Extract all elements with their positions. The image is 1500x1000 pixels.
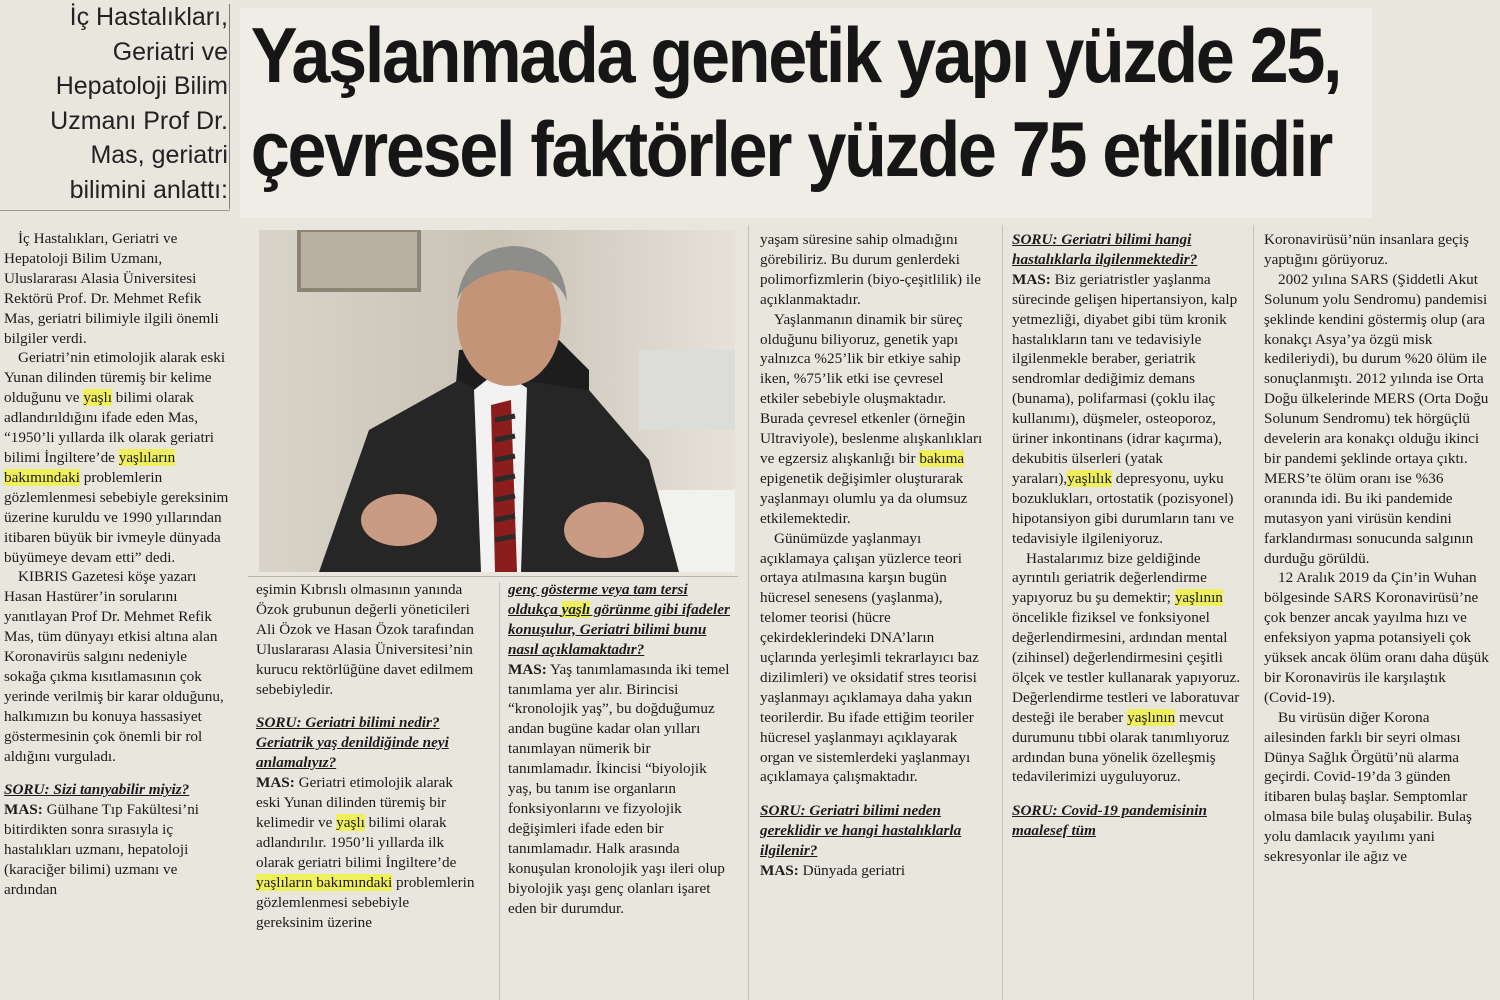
question-text: SORU: Sizi tanıyabilir miyiz?	[4, 781, 190, 799]
article-column-6	[1264, 230, 1492, 1000]
question-text: genç gösterme veya tam tersi oldukça	[508, 581, 688, 618]
text-run: depresyonu, uyku bozuklukları, ortostatik (pozisyonel) hipotansiyon gibi durumların tanı ve tedavisiyle ilgileniyoruz.	[1012, 469, 1234, 547]
text-run: 2002 yılına SARS (Şiddetli Akut Solunum yolu Sendromu) pandemisi şeklinde kendini göstermiş olup (ara konakçı Asya’ya özgü misk kedileriydi), bu durum %20 ölüm ile sonuçlanmıştı. 2012 yılında ise Orta Doğu ülkelerinde MERS (Orta Doğu Solunum Sendromu) tek hörgüçlü develerin ara konakçı olduğu ikinci bir pandemi şeklinde ortaya çıktı. MERS’te ölüm oranı ise %36 oranında idi. Bu iki pandemide mutasyon yani virüsün kendini farklandırması sonucunda salgının durduğu görüldü.	[1264, 270, 1489, 567]
text-run: Dünyada geriatri	[798, 862, 906, 880]
article-paragraph	[256, 713, 478, 773]
column-divider	[1002, 225, 1003, 1000]
deck-line: bilimini anlattı:	[69, 175, 228, 204]
question-text: SORU: Geriatri bilimi nedir? Geriatrik yaş denildiğinde neyi anlamalıyız?	[256, 714, 449, 772]
portrait-image	[259, 230, 735, 572]
text-run: Biz geriatristler yaşlanma sürecinde gelişen hipertansiyon, kalp yetmezliği, diyabet gibi tüm kronik hastalıkların tanı ve tedavisiyle ilgilenmekle beraber, geriatrik sendromlar dediğimiz demans (bunama), polifarmasi (çoklu ilaç kullanımı), düşmeler, osteoporoz, üriner inkontinans (idrar kaçırma), dekubitis ülserleri (yatak yaraları),	[1012, 270, 1238, 487]
speaker-label: MAS:	[508, 660, 547, 678]
paragraph-spacer	[760, 787, 986, 801]
article-column-4	[760, 230, 986, 1000]
text-run: Gülhane Tıp Fakültesi’ni bitirdikten sonra sırasıyla iç hastalıkları uzmanı, hepatoloji (karaciğer bilimi) uzmanı ve ardından	[4, 801, 200, 898]
text-run: Bu virüsün diğer Korona ailesinden farklı bir seyri olması Dünya Sağlık Örgütü’nü alarma geçirdi. Covid-19’da 3 günden itibaren bulaş başlar. Semptomlar olmasa bile bulaş oluşabilir. Bulaş yolu damlacık yayılımı yani sekresyonlar ile ağız ve	[1264, 708, 1472, 866]
article-paragraph	[1012, 549, 1242, 788]
text-run: 12 Aralık 2019 da Çin’in Wuhan bölgesinde SARS Koronavirüsü’ne çok benzer ancak yayılma hızı ve enfeksiyon yapma potansiyeli çok yüksek ancak ölüm oranı daha düşük bir Koronavirüs ile karşılaştık (Covid-19).	[1264, 569, 1489, 706]
paragraph-spacer	[4, 766, 229, 780]
text-run: Yaş tanımlamasında iki temel tanımlama yer alır. Birincisi “kronolojik yaş”, bu doğduğumuz andan bugüne kadar olan yılları tanımlayan nümerik bir tanımlamadır. İkincisi “biyolojik yaş, bu tanım ise organların fonksiyonlarını ve fizyolojik değişimleri ifade eden bir tanımlamadır. Halk arasında konuşulan kronolojik yaşı ileri olup biyolojik yaşı genç olanları işaret eden bir durumdur.	[508, 660, 730, 917]
article-paragraph	[1264, 230, 1492, 270]
article-paragraph	[1012, 270, 1242, 549]
highlighted-term: yaşlının	[1127, 708, 1176, 726]
speaker-label: MAS:	[256, 774, 295, 792]
column-divider	[1253, 225, 1254, 1000]
article-paragraph	[256, 773, 478, 932]
highlighted-term: yaşlı	[83, 389, 112, 407]
article-paragraph	[1012, 801, 1242, 841]
text-run: Koronavirüsü’nün insanlara geçiş yaptığını görüyoruz.	[1264, 231, 1469, 268]
deck-divider	[229, 4, 230, 209]
text-run: Geriatri’nin etimolojik alarak eski Yunan dilinden türemiş bir kelime olduğunu ve	[4, 349, 226, 407]
article-paragraph	[508, 580, 734, 660]
article-paragraph	[4, 780, 229, 800]
text-run: problemlerin gözlemlenmesi sebebiyle gereksinim üzerine	[256, 873, 475, 931]
article-paragraph	[1264, 568, 1492, 707]
column-divider	[748, 225, 749, 1000]
article-column-2	[256, 580, 478, 1000]
text-run: İç Hastalıkları, Geriatri ve Hepatoloji Bilim Uzmanı, Uluslararası Alasia Üniversitesi Rektörü Prof. Dr. Mehmet Refik Mas, geriatri bilimiyle ilgili önemli bilgiler verdi.	[4, 230, 219, 347]
article-paragraph	[256, 580, 478, 699]
text-run: Hastalarımız bize geldiğinde ayrıntılı geriatrik değerlendirme yapıyoruz bu şu demektir;	[1012, 549, 1207, 607]
deck-line: Uzmanı Prof Dr.	[50, 106, 228, 135]
highlighted-term: yaşlının	[1174, 589, 1223, 607]
paragraph-spacer	[1012, 787, 1242, 801]
article-paragraph	[1012, 230, 1242, 270]
text-run: eşimin Kıbrıslı olmasının yanında Özok grubunun değerli yöneticileri Ali Özok ve Hasan Özok tarafından Uluslararası Alasia Üniversitesi’nin kurucu rektörlüğüne davet edilmem sebebiyledir.	[256, 581, 475, 698]
text-run: Günümüzde yaşlanmayı açıklamaya çalışan yüzlerce teori ortaya atılmasına karşın bugün hücresel senesens (yaşlanma), telomer teorisi (hücre çekirdeklerindeki DNA’ların uçlarında yerleşimli tekrarlayıcı baz dizilimleri) ve oksidatif stres teorisi yaşlanmayı açıklamaya daha yakın teorilerdir. Bu ifade ettiğim teoriler hücresel yaşlanmayı açıklayarak organ ve sistemlerdeki yaşlanmayı açıklamaya çalışmaktadır.	[760, 529, 979, 786]
photo-bottom-rule	[248, 576, 738, 577]
highlighted-term: yaşlıların bakımındaki	[256, 873, 393, 891]
article-photo	[259, 230, 735, 572]
speaker-label: MAS:	[4, 801, 43, 819]
headline-line: Yaşlanmada genetik yapı yüzde 25,	[250, 11, 1341, 99]
question-text: SORU: Covid-19 pandemisinin maalesef tüm	[1012, 802, 1207, 840]
paragraph-spacer	[256, 699, 478, 713]
deck-bottom-rule	[0, 210, 230, 211]
article-paragraph	[4, 348, 229, 567]
headline-line: çevresel faktörler yüzde 75 etkilidir	[250, 105, 1331, 193]
subheading-deck	[0, 0, 228, 210]
article-column-3	[508, 580, 734, 1000]
article-paragraph	[760, 310, 986, 529]
article-paragraph	[760, 861, 986, 881]
question-text: görünme gibi ifadeler konuşulur, Geriatri bilimi bunu nasıl açıklamaktadır?	[508, 600, 730, 658]
article-column-5	[1012, 230, 1242, 1000]
highlighted-term: yaşlılık	[1067, 469, 1112, 487]
article-paragraph	[4, 800, 229, 900]
highlighted-term: yaşlı	[561, 600, 591, 618]
question-text: SORU: Geriatri bilimi neden gereklidir ve hangi hastalıklarla ilgilenir?	[760, 802, 962, 860]
text-run: mevcut durumunu tıbbi olarak tanımlıyoruz ardından buna yönelik özelleşmiş tedavilerimizi uyguluyoruz.	[1012, 708, 1230, 786]
deck-line: İç Hastalıkları,	[69, 3, 228, 31]
article-paragraph	[1264, 708, 1492, 867]
text-run: epigenetik değişimler oluşturarak yaşlanmayı olumlu ya da olumsuz etkilemektedir.	[760, 469, 968, 527]
article-paragraph	[760, 529, 986, 788]
deck-line: Mas, geriatri	[90, 141, 228, 169]
text-run: bilimi olarak adlandırılır. 1950’li yıllarda ilk olarak geriatri bilimi İngiltere’de	[256, 813, 457, 871]
text-run: problemlerin gözlemlenmesi sebebiyle gereksinim üzerine kuruldu ve 1990 yıllarından itibaren büyük bir ivmeyle dünyada büyümeye devam etti” dedi.	[4, 468, 229, 566]
speaker-label: MAS:	[760, 862, 799, 880]
article-paragraph	[760, 801, 986, 861]
highlighted-term: bakıma	[919, 449, 965, 467]
text-run: yaşam süresine sahip olmadığını görebiliriz. Bu durum genlerdeki polimorfizmlerin (biyo-çeşitlilik) ile açıklanmaktadır.	[760, 231, 982, 308]
deck-line: Hepatoloji Bilim	[55, 72, 228, 100]
article-paragraph	[508, 660, 734, 919]
text-run: KIBRIS Gazetesi köşe yazarı Hasan Hastürer’in sorularını yanıtlayan Prof Dr. Mehmet Refik Mas, tüm dünyayı etkisi altına alan Koronavirüs salgını nedeniyle sokağa çıkma kısıtlamasının çok yerinde verilmiş bir karar olduğunu, halkımızın bu konuya hassasiyet göstermesinin çok önemli bir rol aldığını vurguladı.	[4, 568, 224, 765]
article-paragraph	[4, 229, 229, 348]
deck-line: Geriatri ve	[112, 37, 228, 66]
speaker-label: MAS:	[1012, 270, 1051, 288]
article-paragraph	[760, 230, 986, 310]
headline	[240, 8, 1372, 218]
article-paragraph	[1264, 270, 1492, 569]
column-divider	[499, 582, 500, 1000]
text-run: Yaşlanmanın dinamik bir süreç olduğunu biliyoruz, genetik yapı yalnızca %25’lik bir etkiye sahip iken, %75’lik etki ise çevresel etkiler sebebiyle oluşmaktadır. Burada çevresel etkenler (örneğin Ultraviyole), beslenme alışkanlıkları ve egzersiz alışkanlığı bir	[760, 310, 983, 467]
highlighted-term: yaşlı	[336, 813, 365, 831]
question-text: SORU: Geriatri bilimi hangi hastalıklarla ilgilenmektedir?	[1012, 231, 1198, 268]
text-run: öncelikle fiziksel ve fonksiyonel değerlendirmesini, ardından mental (zihinsel) değerlendirmesini çeşitli ölçek ve testler kullanarak yapıyoruz. Değerlendirme testleri ve laboratuvar desteği ile beraber	[1012, 609, 1241, 726]
text-run: bilimi olarak adlandırıldığını ifade eden Mas, “1950’li yıllarda ilk olarak geriatri bilimi İngiltere’de	[4, 389, 215, 466]
article-column-1	[4, 229, 229, 1000]
highlighted-term: yaşlıların bakımındaki	[4, 448, 176, 486]
article-paragraph	[4, 567, 229, 766]
text-run: Geriatri etimolojik alarak eski Yunan dilinden türemiş bir kelimedir ve	[256, 774, 453, 831]
